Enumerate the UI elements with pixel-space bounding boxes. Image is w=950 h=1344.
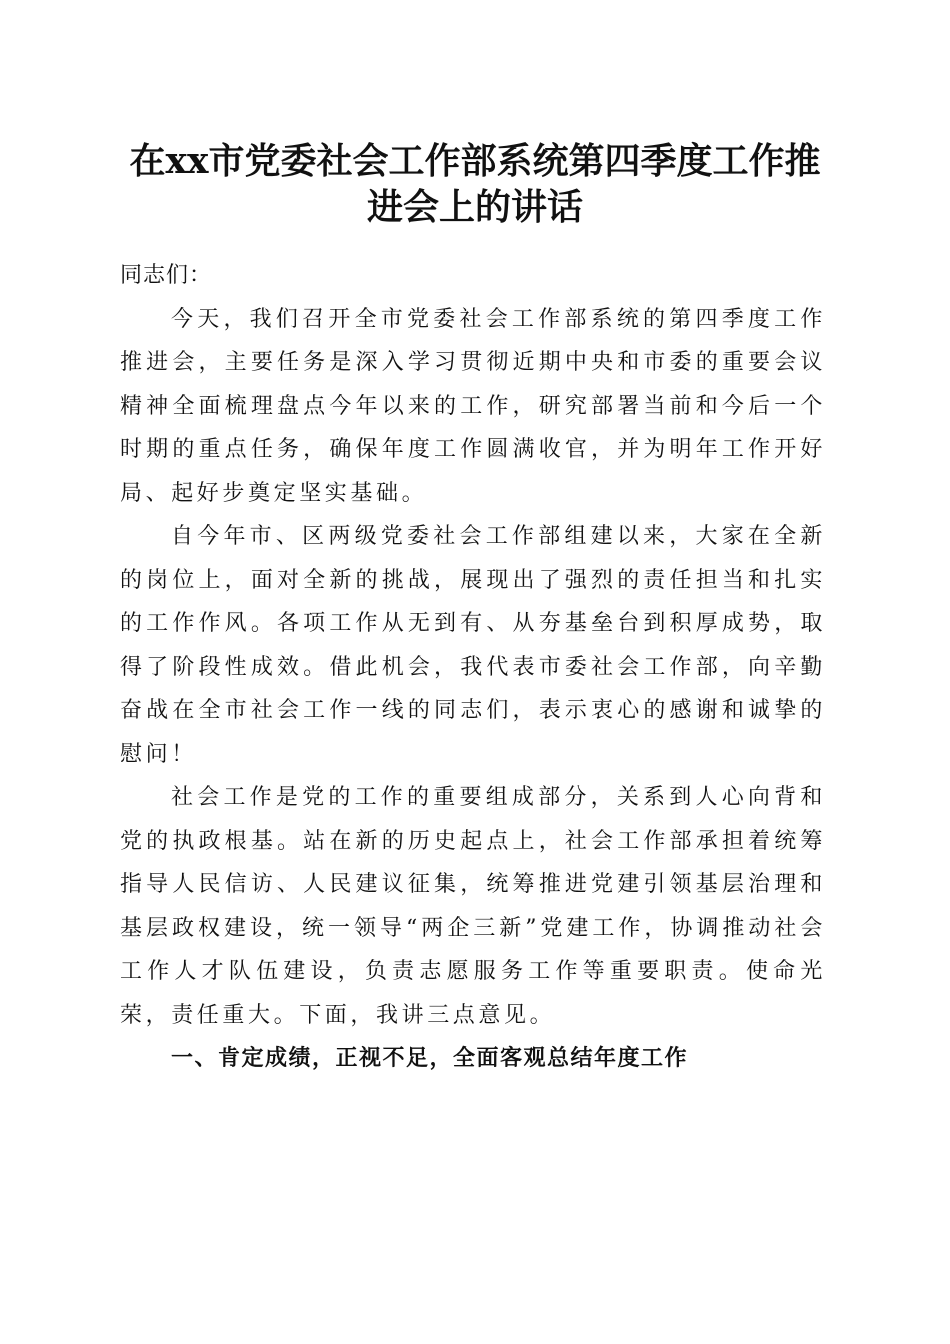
- document-title: [110, 138, 840, 230]
- paragraph-3: 社会工作是党的工作的重要组成部分，关系到人心向背和党的执政根基。站在新的历史起点上，社会工作部承担着统筹指导人民信访、人民建议征集，统筹推进党建引领基层治理和基层政权建设，统一领导“两企三新”党建工作，协调推动社会工作人才队伍建设，负责志愿服务工作等重要职责。使命光荣，责任重大。下面，我讲三点意见。: [120, 785, 826, 1028]
- section-heading: 一、肯定成绩，正视不足，全面客观总结年度工作: [171, 1046, 689, 1071]
- title-line-2: 进会上的讲话: [366, 186, 583, 228]
- title-line-1: 在xx市党委社会工作部系统第四季度工作推: [129, 140, 821, 182]
- paragraph-2: 自今年市、区两级党委社会工作部组建以来，大家在全新的岗位上，面对全新的挑战，展现出了强烈的责任担当和扎实的工作作风。各项工作从无到有、从夯基垒台到积厚成势，取得了阶段性成效。借此机会，我代表市委社会工作部，向辛勤奋战在全市社会工作一线的同志们，表示衷心的感谢和诚挚的慰问！: [120, 524, 826, 767]
- salutation: 同志们：: [120, 263, 213, 288]
- paragraph-1: 今天，我们召开全市党委社会工作部系统的第四季度工作推进会，主要任务是深入学习贯彻近期中央和市委的重要会议精神全面梳理盘点今年以来的工作，研究部署当前和今后一个时期的重点任务，确保年度工作圆满收官，并为明年工作开好局、起好步奠定坚实基础。: [120, 306, 826, 506]
- document-body: [120, 254, 826, 1081]
